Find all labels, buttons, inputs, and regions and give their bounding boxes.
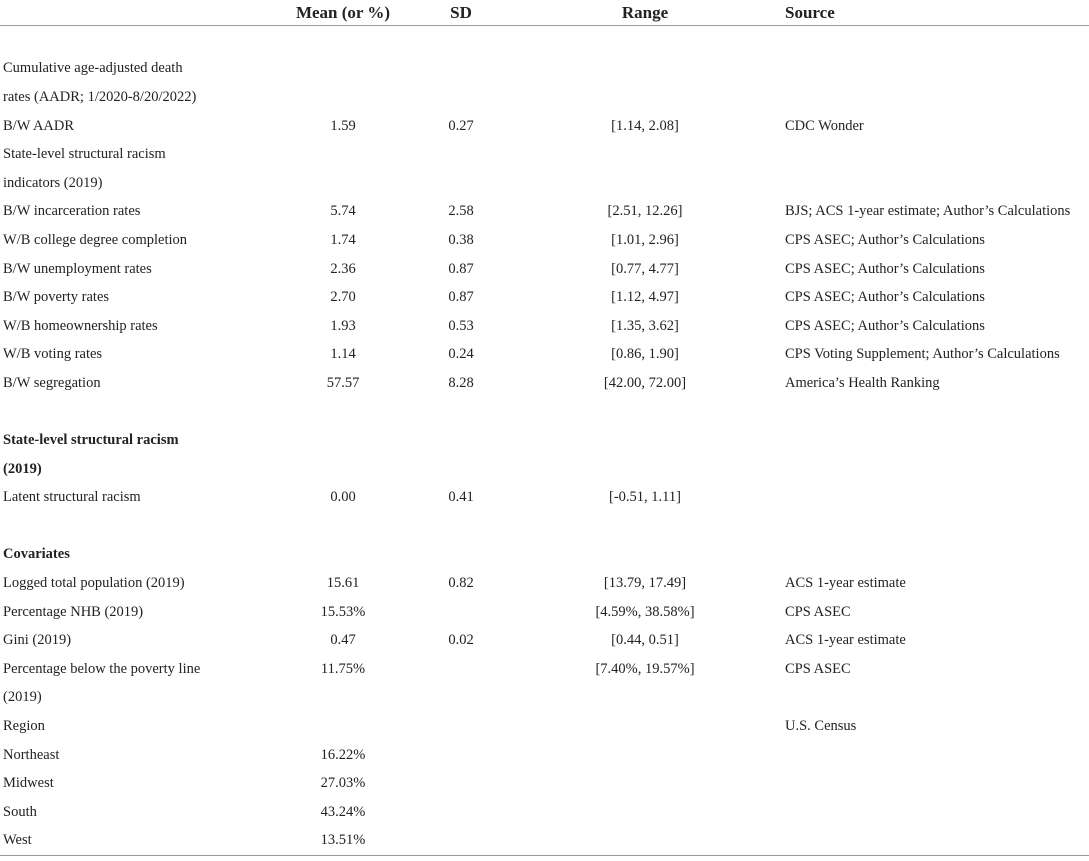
range-cell: [1.12, 4.97] [611,289,679,306]
mean-cell: 15.53% [320,603,366,620]
source-cell: CPS ASEC; Author’s Calculations [785,317,985,334]
range-cell [508,169,782,198]
spacer-cell [782,398,1089,427]
variable-cell: Percentage NHB (2019) [3,603,144,620]
table-body [0,26,1089,856]
sd-cell [414,169,508,198]
spacer-cell [0,26,272,55]
table-row [0,769,1089,798]
mean-cell: 0.00 [330,489,356,506]
variable-cell: B/W segregation [3,374,101,391]
sd-cell: 0.24 [448,346,474,363]
range-cell: [1.35, 3.62] [611,317,679,334]
table-row [0,283,1089,312]
variable-cell: (2019) [3,460,42,477]
range-cell [508,55,782,84]
mean-cell: 16.22% [320,746,366,763]
source-cell [782,827,1089,856]
sd-cell: 0.87 [448,289,474,306]
source-cell: CPS ASEC; Author’s Calculations [785,231,985,248]
variable-cell: Cumulative age-adjusted death [3,60,183,77]
spacer-cell [272,398,414,427]
table-row [0,369,1089,398]
spacer-row [0,26,1089,55]
mean-cell [272,169,414,198]
variable-cell: Gini (2019) [3,632,72,649]
range-cell: [42.00, 72.00] [603,374,687,391]
variable-cell: Logged total population (2019) [3,575,185,592]
header-row [0,0,1089,26]
mean-cell: 43.24% [320,803,366,820]
table-row [0,598,1089,627]
mean-cell: 27.03% [320,775,366,792]
table-row [0,83,1089,112]
spacer-cell [508,512,782,541]
sd-cell [414,598,508,627]
table-row [0,827,1089,856]
source-cell: America’s Health Ranking [785,374,940,391]
variable-cell: B/W unemployment rates [3,260,152,277]
variable-cell: Midwest [3,775,54,792]
sd-cell [414,827,508,856]
range-cell [508,140,782,169]
source-cell: CPS ASEC [785,603,851,620]
variable-cell: Northeast [3,746,60,763]
spacer-row [0,512,1089,541]
table-row [0,712,1089,741]
sd-cell [414,712,508,741]
table-row [0,169,1089,198]
source-cell: CPS Voting Supplement; Author’s Calculations [785,346,1060,363]
sd-cell [414,426,508,455]
sd-cell: 0.87 [448,260,474,277]
range-cell: [0.86, 1.90] [611,346,679,363]
mean-cell: 15.61 [326,575,360,592]
variable-cell: Percentage below the poverty line [3,660,201,677]
table-row [0,312,1089,341]
mean-cell: 0.47 [330,632,356,649]
header-mean: Mean (or %) [272,0,414,26]
range-cell [508,798,782,827]
mean-cell: 2.36 [330,260,356,277]
table-row [0,798,1089,827]
range-cell: [2.51, 12.26] [607,203,683,220]
spacer-cell [782,26,1089,55]
mean-cell [272,83,414,112]
mean-cell: 11.75% [320,660,366,677]
range-cell: [4.59%, 38.58%] [595,603,695,620]
source-cell [782,426,1089,455]
source-cell [782,140,1089,169]
sd-cell [414,83,508,112]
range-cell [508,712,782,741]
table-row [0,341,1089,370]
sd-cell [414,140,508,169]
sd-cell [414,55,508,84]
range-cell [508,541,782,570]
source-cell [782,455,1089,484]
variable-cell: West [0,827,272,856]
spacer-cell [272,512,414,541]
source-cell [782,798,1089,827]
table-row [0,741,1089,770]
range-cell [508,684,782,713]
variable-cell: South [3,803,37,820]
sd-cell [414,798,508,827]
range-cell: [-0.51, 1.11] [609,489,681,506]
range-cell: [0.44, 0.51] [611,632,679,649]
mean-cell [272,140,414,169]
variable-cell: rates (AADR; 1/2020-8/20/2022) [3,88,197,105]
variable-cell: W/B college degree completion [3,231,187,248]
mean-cell: 57.57 [326,374,360,391]
mean-cell [272,455,414,484]
mean-cell: 1.14 [330,346,356,363]
spacer-cell [508,398,782,427]
mean-cell [272,55,414,84]
range-cell: [13.79, 17.49] [603,575,687,592]
variable-cell: Region [3,718,45,735]
source-cell [782,55,1089,84]
mean-cell [272,426,414,455]
table-row [0,55,1089,84]
variable-cell: State-level structural racism [3,146,166,163]
sd-cell [414,655,508,684]
source-cell: CDC Wonder [785,117,864,134]
sd-cell [414,741,508,770]
mean-cell: 1.74 [330,231,356,248]
sd-cell [414,684,508,713]
variable-cell: (2019) [3,689,42,706]
mean-cell: 1.93 [330,317,356,334]
variable-cell: Latent structural racism [3,489,141,506]
table-row [0,626,1089,655]
variable-cell: B/W incarceration rates [3,203,141,220]
spacer-cell [272,26,414,55]
spacer-cell [0,512,272,541]
table-row [0,255,1089,284]
header-variable [0,0,272,26]
spacer-cell [414,398,508,427]
source-cell: CPS ASEC; Author’s Calculations [785,289,985,306]
source-cell: CPS ASEC [785,660,851,677]
table-row [0,569,1089,598]
source-cell [782,169,1089,198]
range-cell [508,455,782,484]
table-row [0,484,1089,513]
source-cell: BJS; ACS 1-year estimate; Author’s Calculations [785,203,1071,220]
sd-cell: 8.28 [448,374,474,391]
sd-cell: 0.02 [448,632,474,649]
variable-cell: Covariates [3,546,70,563]
source-cell [782,769,1089,798]
table-row [0,112,1089,141]
spacer-cell [414,26,508,55]
range-cell [508,426,782,455]
table-row [0,655,1089,684]
range-cell: [1.01, 2.96] [611,231,679,248]
table-row [0,684,1089,713]
header-source: Source [782,0,1089,26]
sd-cell: 0.82 [448,575,474,592]
mean-cell [272,541,414,570]
variable-cell: indicators (2019) [3,174,103,191]
mean-cell [272,712,414,741]
table-row [0,426,1089,455]
range-cell [508,769,782,798]
spacer-cell [0,398,272,427]
table-row [0,226,1089,255]
sd-cell: 0.27 [448,117,474,134]
variable-cell: B/W AADR [3,117,75,134]
variable-cell: B/W poverty rates [3,289,110,306]
mean-cell: 2.70 [330,289,356,306]
header-sd: SD [414,0,508,26]
variable-cell: State-level structural racism [3,432,179,449]
sd-cell: 2.58 [448,203,474,220]
table-header [0,0,1089,26]
source-cell [782,83,1089,112]
header-range: Range [508,0,782,26]
source-cell: U.S. Census [785,718,857,735]
sd-cell: 0.41 [448,489,474,506]
variable-cell: W/B homeownership rates [3,317,158,334]
sd-cell [414,541,508,570]
sd-cell [414,769,508,798]
mean-cell: 5.74 [330,203,356,220]
sd-cell: 0.38 [448,231,474,248]
sd-cell: 0.53 [448,317,474,334]
source-cell: ACS 1-year estimate [785,632,906,649]
source-cell [782,484,1089,513]
spacer-cell [782,512,1089,541]
mean-cell [272,684,414,713]
range-cell: [1.14, 2.08] [611,117,679,134]
source-cell [782,684,1089,713]
table-row [0,198,1089,227]
range-cell [508,741,782,770]
source-cell [782,741,1089,770]
table-row [0,455,1089,484]
sd-cell [414,455,508,484]
mean-cell: 13.51% [272,827,414,856]
range-cell [508,83,782,112]
source-cell: CPS ASEC; Author’s Calculations [785,260,985,277]
spacer-row [0,398,1089,427]
range-cell [508,827,782,856]
table-row [0,541,1089,570]
table-row [0,140,1089,169]
range-cell: [0.77, 4.77] [611,260,679,277]
spacer-cell [414,512,508,541]
source-cell: ACS 1-year estimate [785,575,906,592]
source-cell [782,541,1089,570]
variable-cell: W/B voting rates [3,346,103,363]
mean-cell: 1.59 [330,117,356,134]
range-cell: [7.40%, 19.57%] [595,660,695,677]
spacer-cell [508,26,782,55]
